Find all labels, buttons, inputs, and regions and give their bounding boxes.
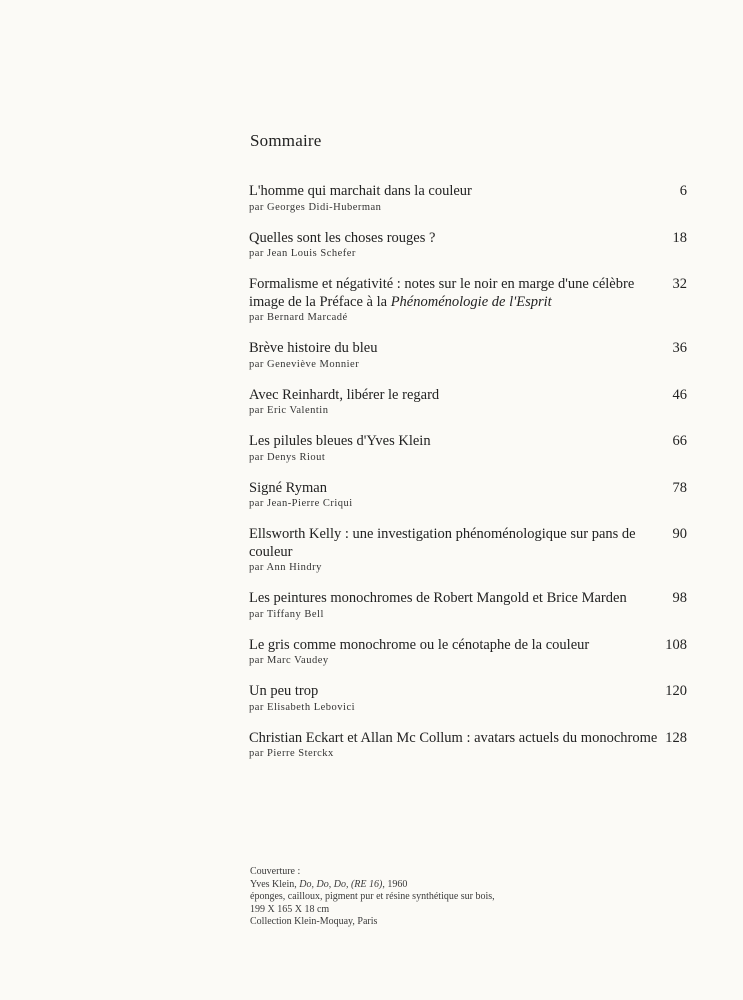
entry-author: par Elisabeth Lebovici bbox=[249, 701, 356, 713]
entry-title: Quelles sont les choses rouges ? bbox=[249, 229, 436, 246]
entry-page-number: 128 bbox=[665, 729, 687, 746]
entry-author: par Pierre Sterckx bbox=[249, 748, 334, 759]
entry-author: par Geneviève Monnier bbox=[249, 358, 360, 370]
entry-author: par Bernard Marcadé bbox=[249, 312, 348, 323]
entry-author: par Denys Riout bbox=[249, 451, 326, 463]
credits-artwork-line bbox=[250, 879, 610, 892]
entry-title bbox=[249, 276, 664, 311]
entry-page-number: 120 bbox=[665, 683, 687, 699]
credits-artwork-title: Do, Do, Do, (RE 16) bbox=[299, 878, 383, 890]
entry-author: par Jean Louis Schefer bbox=[249, 248, 356, 259]
credits-collection: Collection Klein-Moquay, Paris bbox=[250, 916, 378, 927]
entry-page-number: 90 bbox=[672, 526, 687, 542]
entry-page-number: 18 bbox=[672, 229, 687, 246]
entry-page-number: 66 bbox=[672, 433, 687, 449]
toc-entry bbox=[249, 683, 689, 715]
toc-entry bbox=[249, 433, 689, 465]
entry-author: par Jean-Pierre Criqui bbox=[249, 498, 353, 509]
toc-entry bbox=[249, 526, 689, 575]
entry-title: Les pilules bleues d'Yves Klein bbox=[249, 433, 431, 449]
credits-artist: Yves Klein, bbox=[250, 878, 300, 890]
entry-page-number: 6 bbox=[679, 183, 687, 199]
entry-title: Un peu trop bbox=[249, 683, 319, 699]
entry-author: par Georges Didi-Huberman bbox=[249, 201, 382, 213]
entry-author: par Tiffany Bell bbox=[249, 608, 324, 620]
credits-dimensions: 199 X 165 X 18 cm bbox=[250, 903, 330, 915]
entry-page-number: 32 bbox=[672, 276, 687, 292]
entry-title-italic: Phénoménologie de l'Esprit bbox=[390, 293, 552, 310]
entry-title: Christian Eckart et Allan Mc Collum : avatars actuels du monochrome bbox=[249, 729, 658, 746]
entry-title-text: Formalisme et négativité : notes sur le noir en marge d'une célèbre image de la Préface à la bbox=[249, 276, 635, 310]
toc-entry bbox=[249, 730, 689, 762]
toc-entry bbox=[249, 340, 689, 372]
toc-entry bbox=[249, 276, 689, 325]
entry-title: L'homme qui marchait dans la couleur bbox=[249, 183, 472, 199]
credits-year: , 1960 bbox=[382, 878, 408, 890]
entry-page-number: 36 bbox=[672, 340, 687, 356]
toc-entry bbox=[249, 637, 689, 669]
entry-title: Avec Reinhardt, libérer le regard bbox=[249, 386, 440, 403]
entry-author: par Ann Hindry bbox=[249, 562, 322, 573]
entry-title: Les peintures monochromes de Robert Mangold et Brice Marden bbox=[249, 590, 627, 606]
entry-page-number: 78 bbox=[672, 479, 687, 496]
toc-entry bbox=[249, 387, 689, 419]
entry-page-number: 108 bbox=[665, 636, 687, 653]
entry-page-number: 98 bbox=[672, 590, 687, 606]
page-title: Sommaire bbox=[250, 131, 322, 150]
credits-materials: éponges, cailloux, pigment pur et résine synthétique sur bois, bbox=[250, 891, 495, 902]
entry-title: Signé Ryman bbox=[249, 479, 327, 496]
cover-credits bbox=[250, 866, 610, 929]
entry-title: Ellsworth Kelly : une investigation phénoménologique sur pans de couleur bbox=[249, 526, 636, 560]
toc-entry bbox=[249, 480, 689, 512]
entry-page-number: 46 bbox=[672, 386, 687, 403]
toc-entry bbox=[249, 590, 689, 622]
entry-title: Le gris comme monochrome ou le cénotaphe de la couleur bbox=[249, 636, 590, 653]
entry-author: par Eric Valentin bbox=[249, 405, 329, 416]
entry-author: par Marc Vaudey bbox=[249, 655, 329, 666]
credits-heading: Couverture : bbox=[250, 866, 301, 877]
entry-title: Brève histoire du bleu bbox=[249, 340, 378, 356]
toc-entry bbox=[249, 183, 689, 215]
toc-entry bbox=[249, 230, 689, 262]
table-of-contents bbox=[249, 183, 689, 776]
